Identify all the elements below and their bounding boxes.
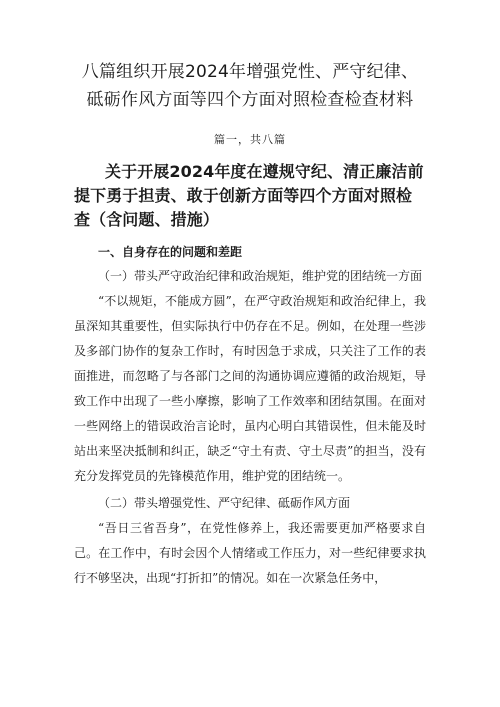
document-title: 八篇组织开展2024年增强党性、严守纪律、砥砺作风方面等四个方面对照检查检查材料: [81, 62, 419, 110]
document-subtitle: 篇一，共八篇: [214, 133, 286, 146]
section-title: 关于开展2024年度在遵规守纪、清正廉洁前提下勇于担责、敢于创新方面等四个方面对照检查（含问题、措施）: [74, 162, 424, 229]
heading-problems: 一、自身存在的问题和差距: [98, 245, 243, 259]
heading-party-spirit: （二）带头增强党性、严守纪律、砥砺作风方面: [98, 496, 351, 510]
paragraph-party-spirit: “吾日三省吾身”，在党性修养上，我还需要更加严格要求自己。在工作中，有时会因个人情绪或工作压力，对一些纪律要求执行不够坚决，出现“打折扣”的情况。如在一次紧急任务中，: [74, 521, 426, 585]
paragraph-political-discipline: “不以规矩，不能成方圆”，在严守政治规矩和政治纪律上，我虽深知其重要性，但实际执行中仍存在不足。例如，在处理一些涉及多部门协作的复杂工作时，有时因急于求成，只关注了工作的表面推进，而忽略了与各部门之间的沟通协调应遵循的政治规矩，导致工作中出现了一些小摩擦，影响了工作效率和团结氛围。在面对一些网络上的错误政治言论时，虽内心明白其错误性，但未能及时站出来坚决抵制和纠正，缺乏“守土有责、守土尽责”的担当，没有充分发挥党员的先锋模范作用，维护党的团结统一。: [74, 294, 426, 483]
heading-political-discipline: （一）带头严守政治纪律和政治规矩，维护党的团结统一方面: [98, 269, 423, 283]
